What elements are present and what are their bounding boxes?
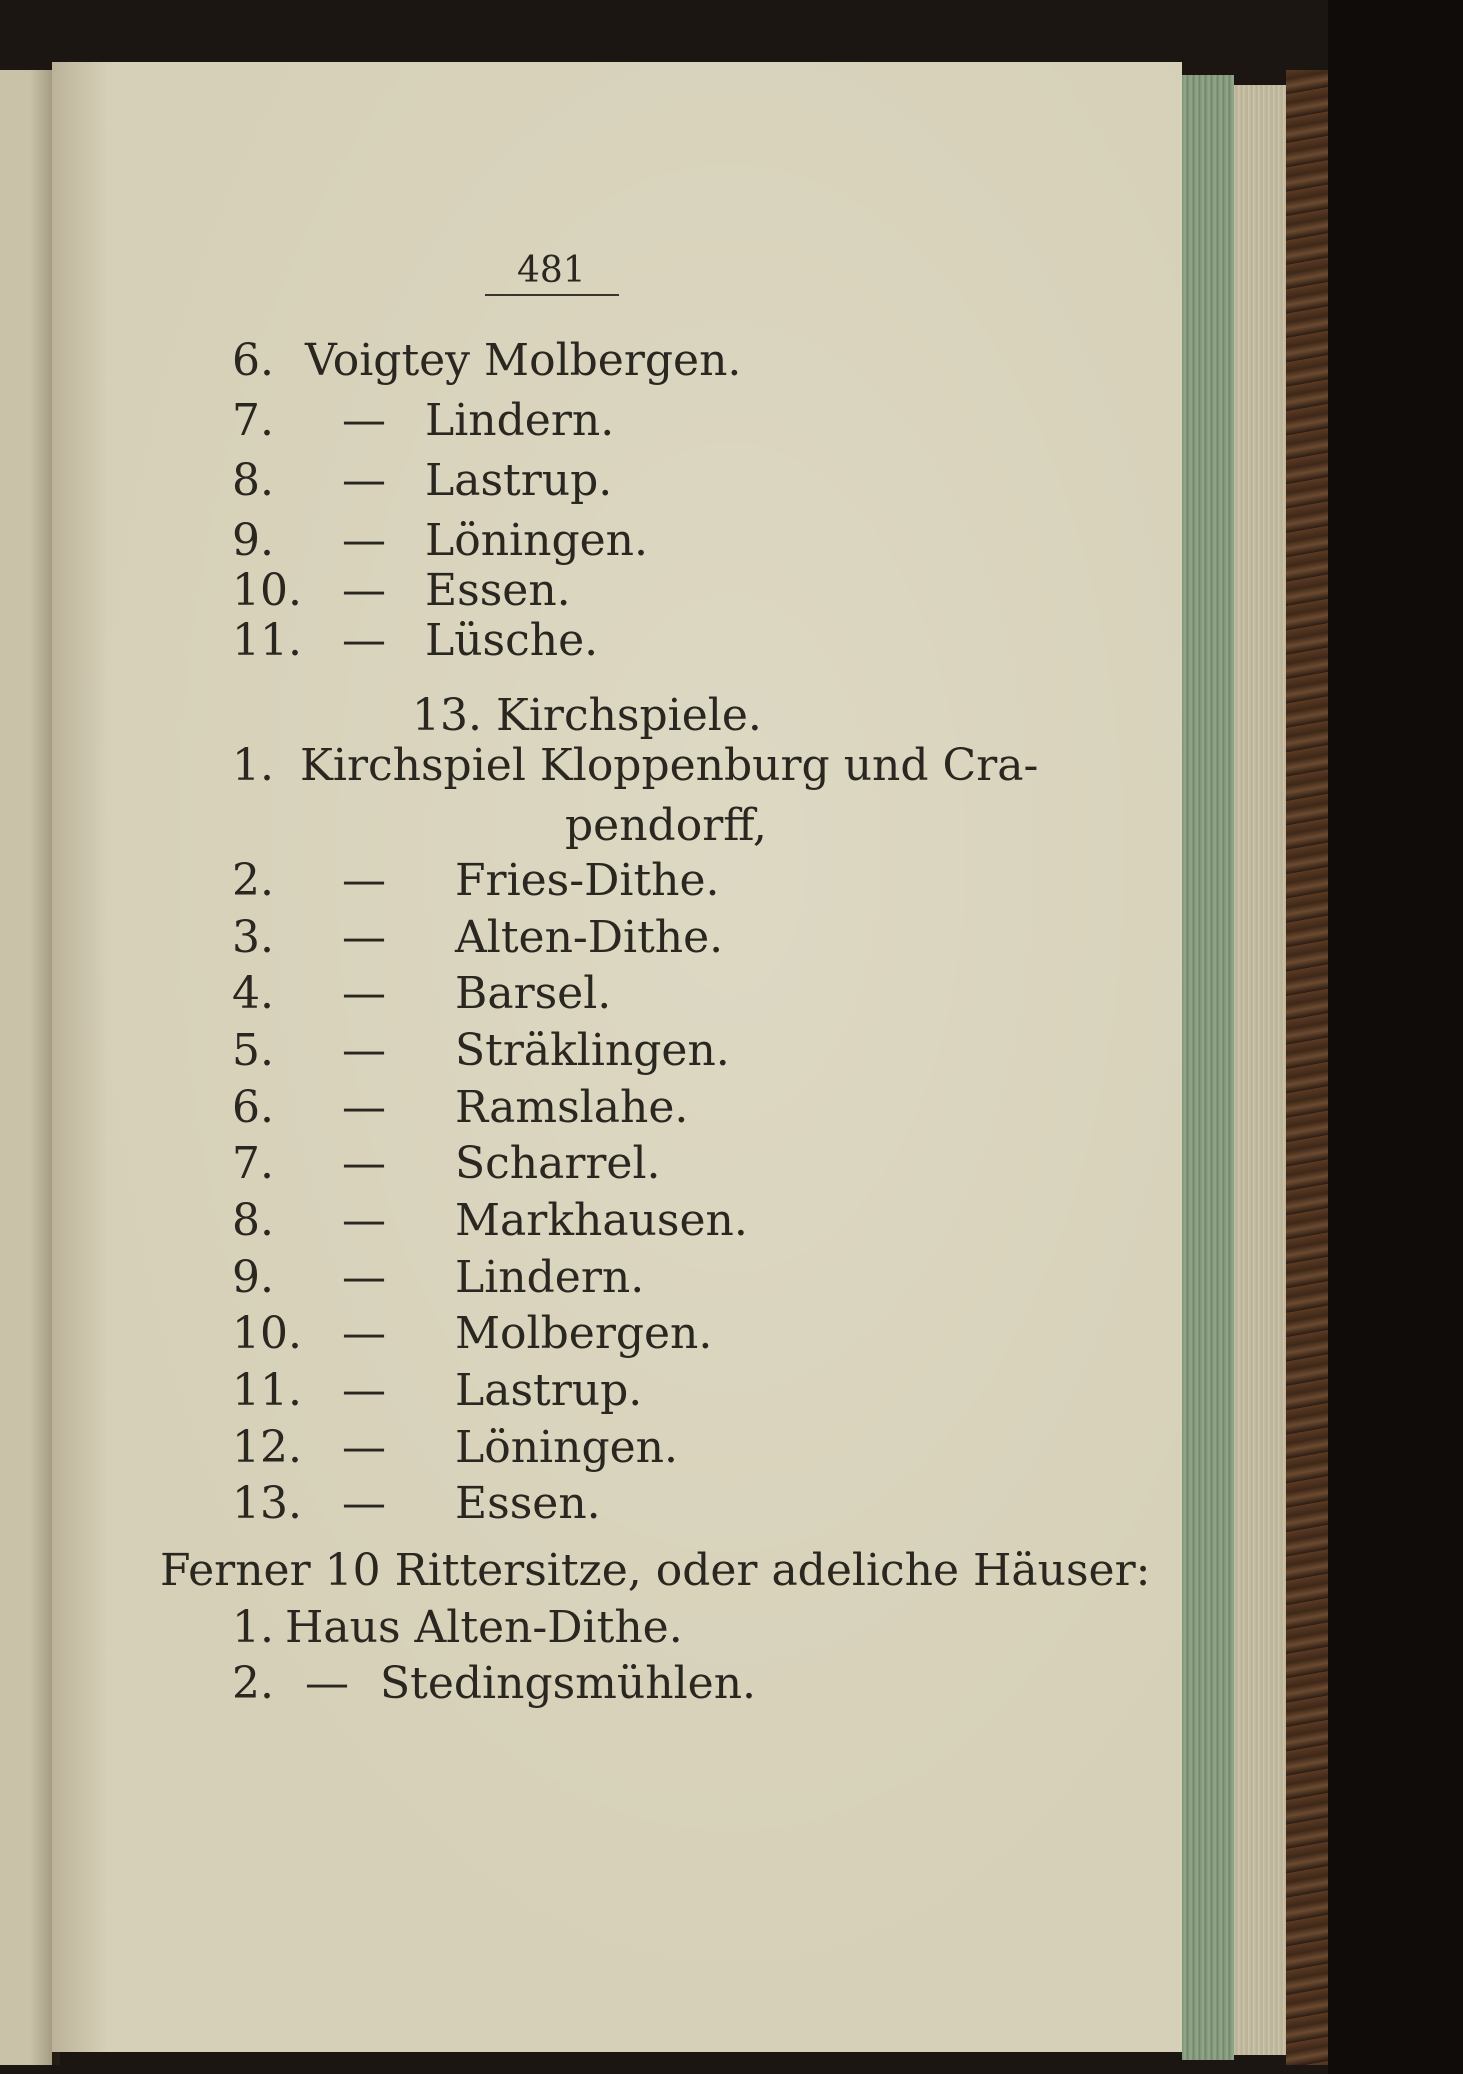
list-num: 7. [232, 1138, 274, 1189]
list-dash: — [342, 515, 386, 566]
list-dash: — [305, 1658, 349, 1709]
list-num: 3. [232, 912, 274, 963]
list-dash: — [342, 395, 386, 446]
book-cover [1286, 70, 1328, 2065]
list-text: Molbergen. [455, 1308, 713, 1359]
list-text: Scharrel. [455, 1138, 661, 1189]
list-num: 1. [232, 740, 274, 791]
list-num: 11. [232, 615, 302, 666]
list-num: 2. [232, 855, 274, 906]
list-dash: — [342, 455, 386, 506]
list-text: Lüsche. [425, 615, 599, 666]
list-dash: — [342, 1138, 386, 1189]
list-num: 4. [232, 968, 274, 1019]
list-text: Voigtey Molbergen. [305, 335, 742, 386]
list-dash: — [342, 1025, 386, 1076]
list-text: Lastrup. [425, 455, 613, 506]
list-text: Haus Alten-Dithe. [285, 1602, 683, 1653]
list-num: 8. [232, 1195, 274, 1246]
list-num: 11. [232, 1365, 302, 1416]
list-num: 9. [232, 515, 274, 566]
list-num: 1. [232, 1602, 274, 1653]
list-num: 10. [232, 565, 302, 616]
page-number: 481 [517, 250, 586, 291]
list-dash: — [342, 1252, 386, 1303]
list-num: 13. [232, 1478, 302, 1529]
list-dash: — [342, 855, 386, 906]
list-text: Barsel. [455, 968, 612, 1019]
list-num: 5. [232, 1025, 274, 1076]
list-dash: — [342, 615, 386, 666]
list-text: Löningen. [425, 515, 648, 566]
list-text: Lindern. [425, 395, 615, 446]
list-dash: — [342, 1422, 386, 1473]
list-text-continuation: pendorff, [565, 800, 767, 851]
list-text: Alten-Dithe. [455, 912, 724, 963]
list-num: 9. [232, 1252, 274, 1303]
list-num: 10. [232, 1308, 302, 1359]
list-text: Essen. [455, 1478, 601, 1529]
ferner-line: Ferner 10 Rittersitze, oder adeliche Häuser: [160, 1545, 1151, 1596]
list-text: Lastrup. [455, 1365, 643, 1416]
page-block-edge-inner [1234, 85, 1286, 2055]
list-text: Markhausen. [455, 1195, 748, 1246]
page-block-edge [1182, 75, 1234, 2060]
list-num: 7. [232, 395, 274, 446]
background-dark [1328, 0, 1463, 2074]
list-dash: — [342, 565, 386, 616]
list-text: Ramslahe. [455, 1082, 689, 1133]
list-text: Kirchspiel Kloppenburg und Cra- [300, 740, 1039, 791]
list-text: Lindern. [455, 1252, 645, 1303]
list-dash: — [342, 1308, 386, 1359]
section-heading: 13. Kirchspiele. [412, 690, 762, 741]
list-num: 6. [232, 335, 274, 386]
list-num: 8. [232, 455, 274, 506]
list-num: 12. [232, 1422, 302, 1473]
list-text: Fries-Dithe. [455, 855, 720, 906]
list-dash: — [342, 968, 386, 1019]
list-num: 2. [232, 1658, 274, 1709]
header-rule [485, 294, 619, 296]
list-text: Sträklingen. [455, 1025, 730, 1076]
list-dash: — [342, 1478, 386, 1529]
list-text: Essen. [425, 565, 571, 616]
list-dash: — [342, 1195, 386, 1246]
list-text: Löningen. [455, 1422, 678, 1473]
list-num: 6. [232, 1082, 274, 1133]
list-dash: — [342, 912, 386, 963]
list-dash: — [342, 1082, 386, 1133]
list-dash: — [342, 1365, 386, 1416]
list-text: Stedingsmühlen. [380, 1658, 757, 1709]
